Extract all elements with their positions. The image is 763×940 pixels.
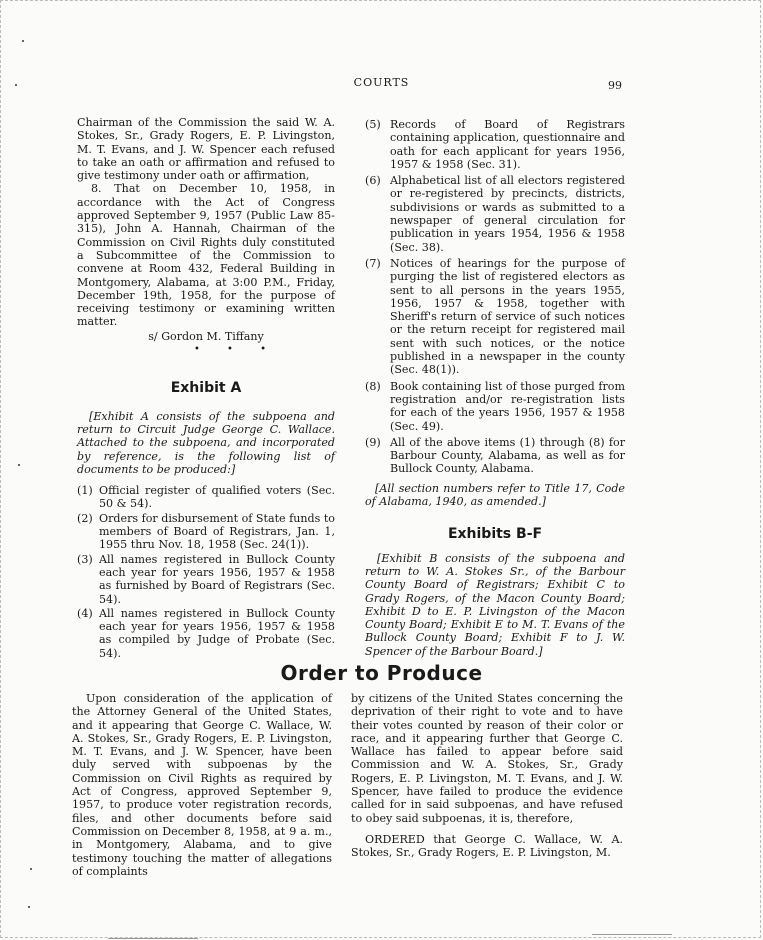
order-heading: Order to Produce (280, 661, 483, 685)
scan-speck (30, 868, 32, 870)
exhibits-bf-note: [Exhibit B consists of the subpoena and return to W. A. Stokes Sr., of the Barbour County Board of Registrars; Exhibit C to Grady Rogers, of the Macon County Board; Exhibit D to E. P. Livingston of the Macon County Board; Exhibit E to M. T. Evans of the Bullock County Board; Exhibit F to J. W. Spencer of the Barbour Board.] (365, 551, 625, 658)
list-number: (5) (365, 118, 381, 131)
running-head: COURTS (353, 76, 410, 89)
list-number: (3) (77, 552, 93, 566)
scan-artifact (592, 934, 672, 935)
paragraph: Chairman of the Commission the said W. A. Stokes, Sr., Grady Rogers, E. P. Livingston, M. T. Evans, and J. W. Spencer each refused to take an oath or affirmation and refused to give testimony under oath or affirmation, (77, 116, 335, 183)
list-number: (6) (365, 174, 381, 188)
list-text: All of the above items (1) through (8) for Barbour County, Alabama, as well as for Bullock County, Alabama. (390, 435, 625, 476)
list-text: Alphabetical list of all electors registered or re-registered by precincts, districts, subdivisions or wards as submitted to a newspaper of general circulation for publication in years 1954, 1956 & 1958 (Sec. 38). (390, 174, 625, 254)
list-number: (7) (365, 256, 381, 270)
list-text: Orders for disbursement of State funds to members of Board of Registrars, Jan. 1, 1955 thru Nov. 18, 1958 (Sec. 24(1)). (99, 511, 335, 552)
list-item (77, 512, 335, 552)
list-text: Notices of hearings for the purpose of purging the list of registered electors as sent to all persons in the years 1955, 1956, 1957 & 1958, together with Sheriff's return of service of such notices or the return receipt for registered mail sent with such notices, or the notice published in a newspaper in the county (Sec. 48(1)). (390, 256, 625, 377)
page-number: 99 (608, 79, 622, 92)
scan-speck (22, 40, 24, 42)
left-column (77, 116, 335, 661)
paragraph: by citizens of the United States concerning the deprivation of their right to vote and to have their votes counted by reason of their color or race, and it appearing further that George C. Wallace has failed to appear before said Commission and W. A. Stokes, Sr., Grady Rogers, E. P. Livingston, M. T. Evans, and J. W. Spencer, have failed to produce the evidence called for in said subpoenas, and have refused to obey said subpoenas, it is, therefore, (351, 692, 623, 825)
list-number: (1) (77, 484, 93, 498)
separator: • • • (193, 344, 279, 356)
list-item (365, 257, 625, 377)
exhibit-a-heading: Exhibit A (170, 380, 242, 397)
list-item (365, 380, 625, 433)
order-right-column (351, 692, 623, 860)
list-text: All names registered in Bullock County each year for years 1956, 1957 & 1958 as compiled by Judge of Probate (Sec. 54). (99, 606, 335, 660)
list-item (77, 484, 335, 511)
list-item (77, 553, 335, 606)
document-list (365, 118, 625, 476)
list-item (365, 118, 625, 171)
paragraph: Upon consideration of the application of the Attorney General of the United States, and it appearing that George C. Wallace, W. A. Stokes, Sr., Grady Rogers, E. P. Livingston, M. T. Evans, and J. W. Spencer, have been duly served with subpoenas by the Commission on Civil Rights as required by Act of Congress, approved September 9, 1957, to produce voter registration records, files, and other documents before said Commission on December 8, 1958, at 9 a. m., in Montgomery, Alabama, and to give testimony touching the matter of allegations of complaints (72, 692, 332, 878)
list-text: All names registered in Bullock County each year for years 1956, 1957 & 1958 as furnished by Board of Registrars (Sec. 54). (99, 552, 335, 606)
list-text: Book containing list of those purged from registration and/or re-registration lists for each of the years 1956, 1957 & 1958 (Sec. 49). (390, 379, 625, 433)
list-number: (4) (77, 606, 93, 620)
list-number: (9) (365, 435, 381, 449)
list-number: (2) (77, 511, 93, 525)
right-column (365, 118, 625, 658)
section-footnote: [All section numbers refer to Title 17, Code of Alabama, 1940, as amended.] (365, 481, 625, 509)
list-number: (8) (365, 379, 381, 393)
scan-artifact (108, 938, 198, 939)
list-item (77, 607, 335, 660)
scan-speck (18, 464, 20, 466)
exhibits-bf-heading: Exhibits B-F (447, 526, 543, 543)
order-left-column (72, 692, 332, 878)
list-text: Official register of qualified voters (Sec. 50 & 54). (99, 484, 335, 511)
list-item (365, 174, 625, 254)
ordered-paragraph: ORDERED that George C. Wallace, W. A. Stokes, Sr., Grady Rogers, E. P. Livingston, M. (351, 832, 623, 860)
signature: s/ Gordon M. Tiffany (148, 329, 264, 343)
exhibit-a-note: [Exhibit A consists of the subpoena and return to Circuit Judge George C. Wallace. Attached to the subpoena, and incorporated by reference, is the following list of documents to be produced:] (77, 409, 335, 476)
scan-speck (28, 906, 30, 908)
document-list (77, 484, 335, 660)
list-text: Records of Board of Registrars containing application, questionnaire and oath for each applicant for years 1956, 1957 & 1958 (Sec. 31). (390, 118, 625, 171)
paragraph: 8. That on December 10, 1958, in accordance with the Act of Congress approved September 9, 1957 (Public Law 85-315), John A. Hannah, Chairman of the Commission on Civil Rights duly constituted a Subcommittee of the Commission to convene at Room 432, Federal Building in Montgomery, Alabama, at 3:00 P.M., Friday, December 19th, 1958, for the purpose of receiving testimony or examining written matter. (77, 182, 335, 329)
list-item (365, 436, 625, 476)
